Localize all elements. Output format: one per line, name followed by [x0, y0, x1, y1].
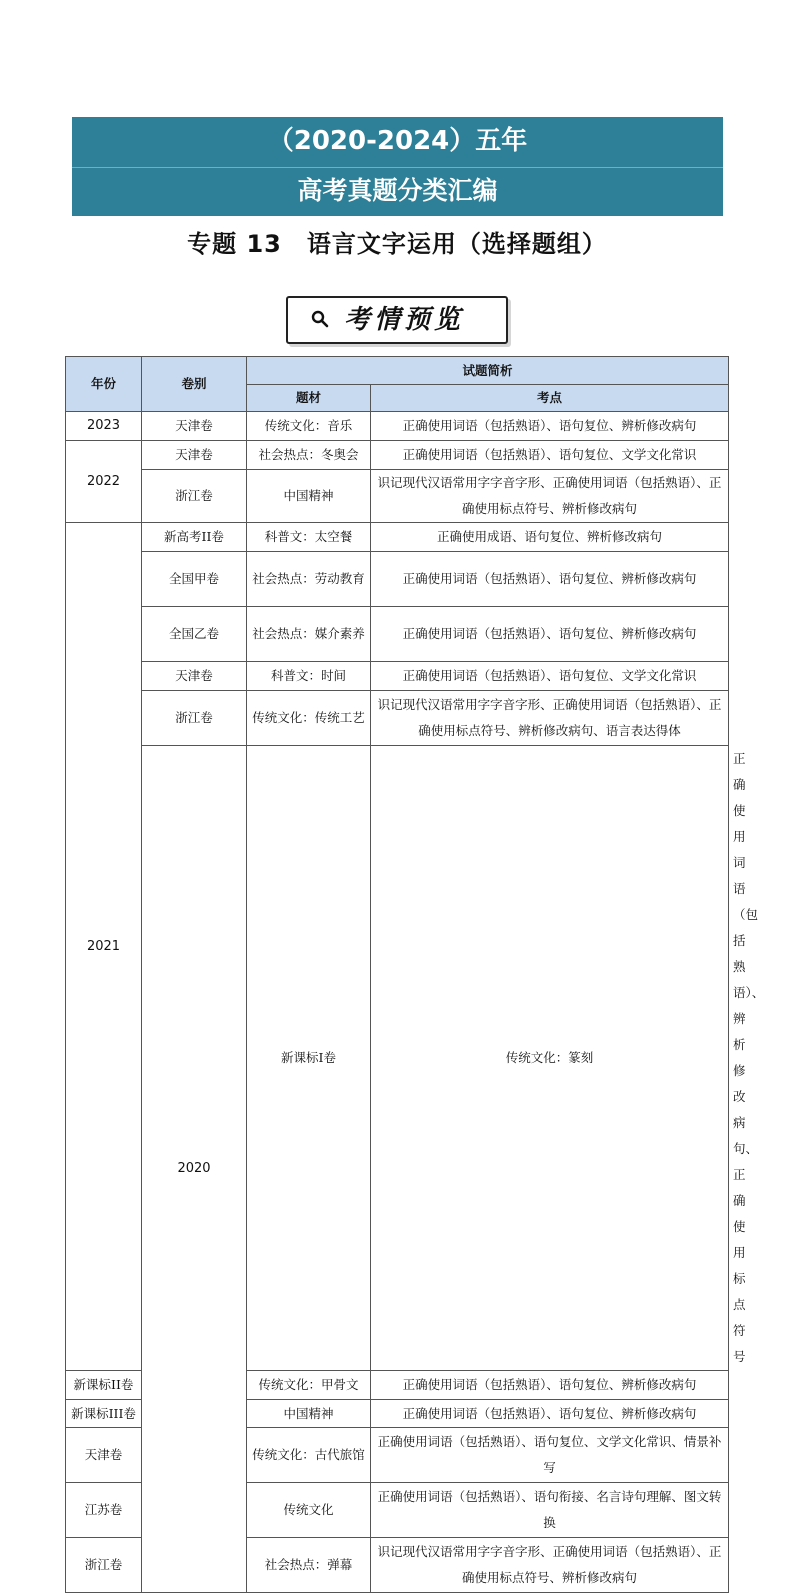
paper-cell: 江苏卷 — [66, 1483, 142, 1538]
points-cell: 正确使用词语（包括熟语）、语句复位、辨析修改病句 — [371, 412, 729, 441]
table-row: 2020 新课标Ⅰ卷 传统文化：篆刻 正确使用词语（包括熟语）、辨析修改病句、正确使用标点符号 — [66, 746, 729, 1371]
table-header — [66, 357, 729, 412]
points-cell: 识记现代汉语常用字字音字形、正确使用词语（包括熟语）、正确使用标点符号、辨析修改病句 — [371, 1538, 729, 1593]
material-cell: 传统文化：古代旅馆 — [247, 1428, 371, 1483]
points-cell: 正确使用词语（包括熟语）、语句复位、文学文化常识、情景补写 — [371, 1428, 729, 1483]
points-cell: 正确使用词语（包括熟语）、语句复位、辨析修改病句 — [371, 1400, 729, 1428]
points-cell: 正确使用词语（包括熟语）、语句复位、辨析修改病句 — [371, 607, 729, 662]
points-cell: 正确使用词语（包括熟语）、语句复位、文学文化常识 — [371, 662, 729, 691]
header-analysis: 试题简析 — [247, 357, 729, 385]
table-row — [66, 523, 729, 552]
points-cell: 识记现代汉语常用字字音字形、正确使用词语（包括熟语）、正确使用标点符号、辨析修改病句 — [371, 470, 729, 523]
points-cell: 正确使用词语（包括熟语）、语句复位、辨析修改病句 — [371, 1371, 729, 1400]
table-row — [66, 691, 729, 746]
points-cell: 正确使用词语（包括熟语）、语句复位、文学文化常识 — [371, 441, 729, 470]
material-cell: 社会热点：冬奥会 — [247, 441, 371, 470]
material-cell: 社会热点：弹幕 — [247, 1538, 371, 1593]
material-cell: 社会热点：媒介素养 — [247, 607, 371, 662]
subject-title: 专题 13 语言文字运用（选择题组） — [187, 230, 607, 258]
table-row — [66, 470, 729, 523]
points-cell: 正确使用词语（包括熟语）、语句衔接、名言诗句理解、图文转换 — [371, 1483, 729, 1538]
year-cell: 2023 — [66, 412, 142, 441]
paper-cell: 天津卷 — [142, 441, 247, 470]
table-row — [66, 441, 729, 470]
year-cell: 2020 — [142, 746, 247, 1593]
material-cell: 中国精神 — [247, 470, 371, 523]
magnifier-icon — [310, 309, 330, 329]
material-cell: 中国精神 — [247, 1400, 371, 1428]
material-cell: 传统文化 — [247, 1483, 371, 1538]
points-cell: 正确使用成语、语句复位、辨析修改病句 — [371, 523, 729, 552]
paper-cell: 新高考II卷 — [142, 523, 247, 552]
table-row — [66, 552, 729, 607]
points-cell: 识记现代汉语常用字字音字形、正确使用词语（包括熟语）、正确使用标点符号、辨析修改病句、语言表达得体 — [371, 691, 729, 746]
paper-cell: 全国乙卷 — [142, 607, 247, 662]
paper-cell: 全国甲卷 — [142, 552, 247, 607]
paper-cell: 新课标III卷 — [66, 1400, 142, 1428]
paper-cell: 新课标Ⅰ卷 — [247, 746, 371, 1371]
material-cell: 社会热点：劳动教育 — [247, 552, 371, 607]
title-years: （2020-2024）五年 — [267, 126, 528, 156]
table-row — [66, 607, 729, 662]
paper-cell: 天津卷 — [66, 1428, 142, 1483]
material-cell: 科普文：时间 — [247, 662, 371, 691]
preview-badge-label: 考情预览 — [344, 305, 465, 335]
header-paper: 卷别 — [142, 357, 247, 412]
header-material: 题材 — [247, 385, 371, 412]
year-cell: 2022 — [66, 441, 142, 523]
exam-analysis-table — [65, 356, 765, 1593]
header-points: 考点 — [371, 385, 729, 412]
table-row — [66, 412, 729, 441]
material-cell: 科普文：太空餐 — [247, 523, 371, 552]
paper-cell: 浙江卷 — [142, 470, 247, 523]
points-cell: 正确使用词语（包括熟语）、语句复位、辨析修改病句 — [371, 552, 729, 607]
paper-cell: 新课标II卷 — [66, 1371, 142, 1400]
preview-badge — [286, 296, 508, 344]
material-cell: 传统文化：传统工艺 — [247, 691, 371, 746]
material-cell: 传统文化：音乐 — [247, 412, 371, 441]
material-cell: 传统文化：甲骨文 — [247, 1371, 371, 1400]
title-collection: 高考真题分类汇编 — [297, 176, 498, 205]
title-banner — [72, 117, 723, 216]
year-cell: 2021 — [66, 523, 142, 1371]
paper-cell: 天津卷 — [142, 662, 247, 691]
material-cell: 传统文化：篆刻 — [371, 746, 729, 1371]
paper-cell: 天津卷 — [142, 412, 247, 441]
paper-cell: 浙江卷 — [142, 691, 247, 746]
table-row — [66, 662, 729, 691]
header-year: 年份 — [66, 357, 142, 412]
paper-cell: 浙江卷 — [66, 1538, 142, 1593]
